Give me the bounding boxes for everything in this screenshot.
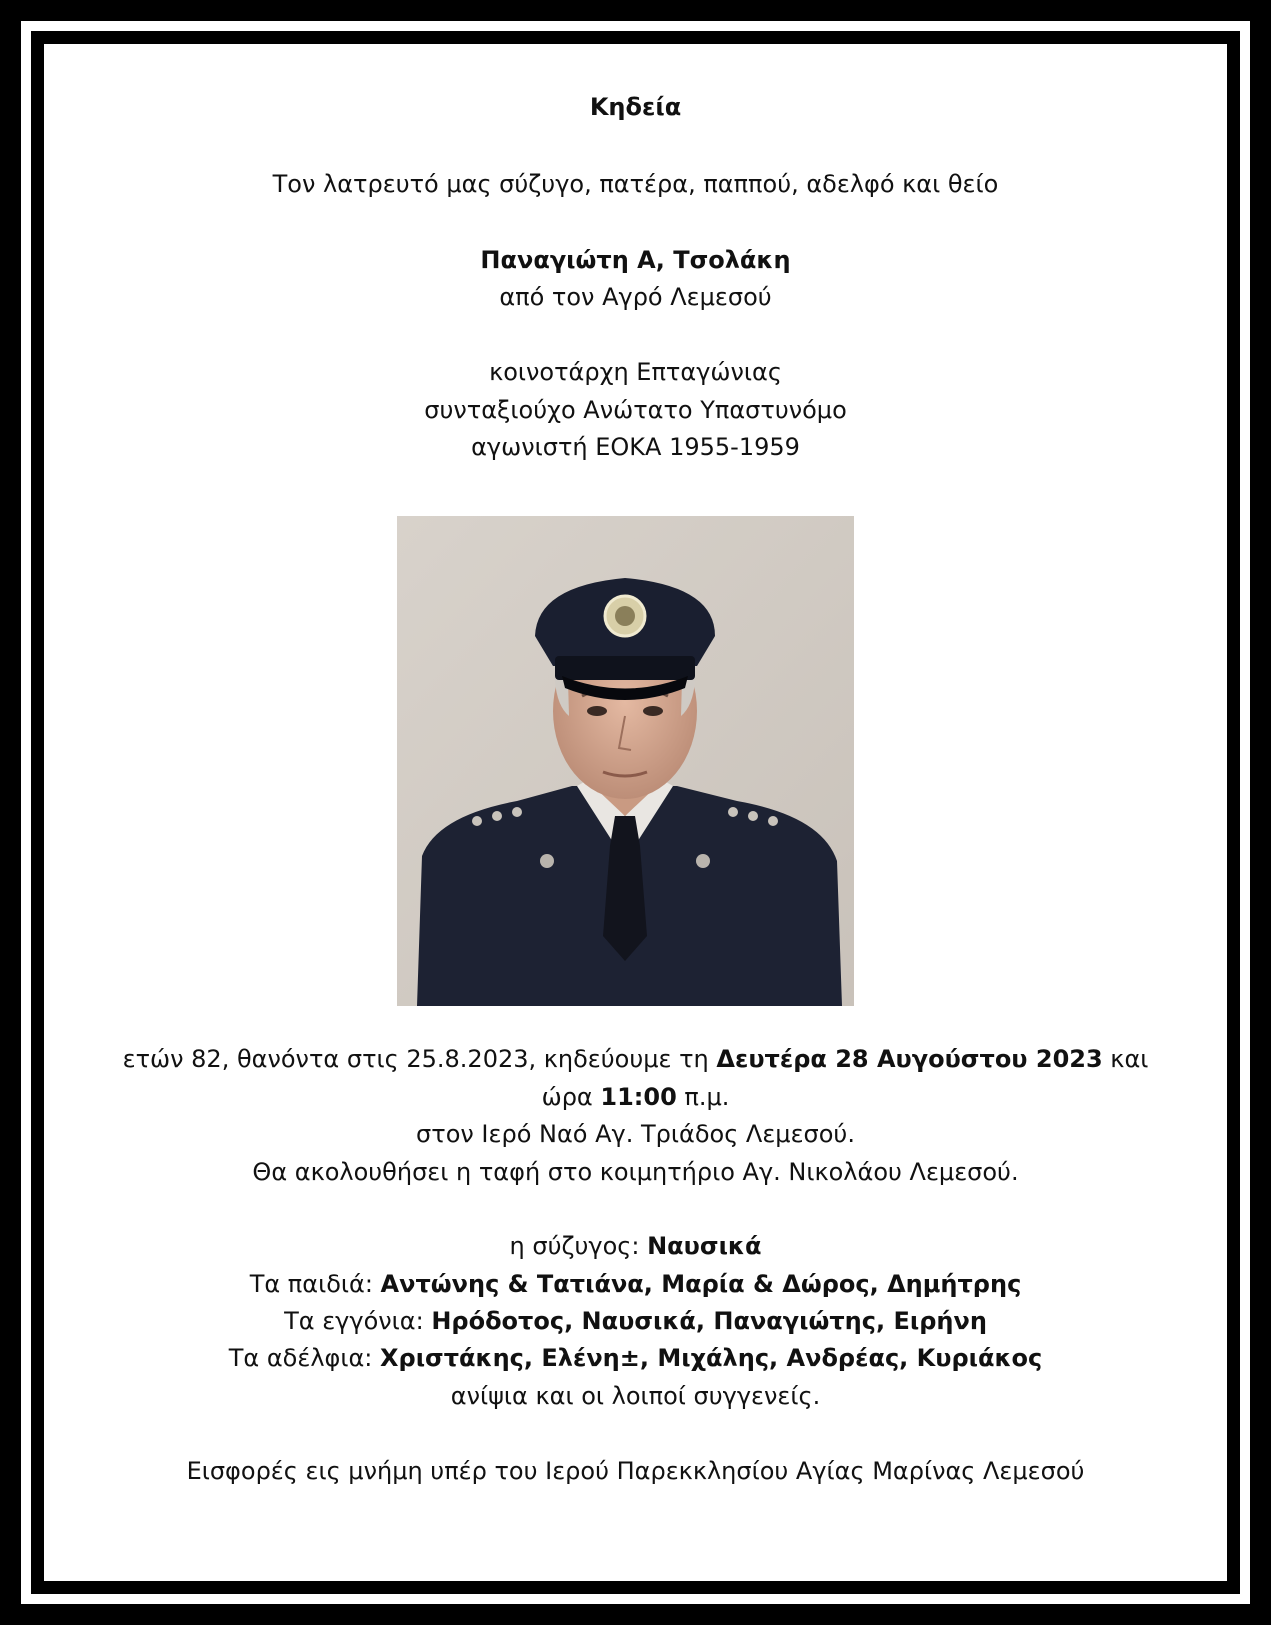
funeral-age-death-text: ετών 82, θανόντα στις 25.8.2023, κηδεύουμε τη bbox=[122, 1045, 717, 1073]
family-siblings-names: Χριστάκης, Ελένη±, Μιχάλης, Ανδρέας, Κυριάκος bbox=[380, 1344, 1043, 1372]
family-grandchildren-label: Τα εγγόνια: bbox=[284, 1307, 432, 1335]
deceased-name: Παναγιώτη Α, Τσολάκη bbox=[480, 246, 791, 274]
funeral-church: στον Ιερό Ναό Αγ. Τριάδος Λεμεσού. bbox=[416, 1120, 855, 1148]
title-police-rank: συνταξιούχο Ανώτατο Υπαστυνόμο bbox=[424, 396, 847, 424]
family-siblings-label: Τα αδέλφια: bbox=[228, 1344, 381, 1372]
family-siblings bbox=[44, 1343, 1227, 1373]
funeral-notice bbox=[44, 44, 1227, 1581]
funeral-burial: Θα ακολουθήσει η ταφή στο κοιμητήριο Αγ. Νικολάου Λεμεσού. bbox=[252, 1158, 1019, 1186]
family-grandchildren bbox=[44, 1306, 1227, 1336]
family-spouse bbox=[44, 1231, 1227, 1261]
family-children bbox=[44, 1269, 1227, 1299]
funeral-line-1 bbox=[44, 1044, 1227, 1074]
family-relatives: ανίψια και οι λοιποί συγγενείς. bbox=[450, 1382, 821, 1410]
family-children-label: Τα παιδιά: bbox=[249, 1270, 381, 1298]
family-grandchildren-names: Ηρόδοτος, Ναυσικά, Παναγιώτης, Ειρήνη bbox=[431, 1307, 987, 1335]
family-spouse-label: η σύζυγος: bbox=[509, 1232, 648, 1260]
funeral-time: 11:00 bbox=[600, 1083, 677, 1111]
funeral-time-prefix: ώρα bbox=[541, 1083, 601, 1111]
donations-note: Εισφορές εις μνήμη υπέρ του Ιερού Παρεκκλησίου Αγίας Μαρίνας Λεμεσού bbox=[186, 1457, 1085, 1485]
funeral-line-2 bbox=[44, 1082, 1227, 1112]
title-community-leader: κοινοτάρχη Επταγώνιας bbox=[489, 358, 782, 386]
funeral-time-suffix: π.μ. bbox=[676, 1083, 730, 1111]
intro-text: Τον λατρευτό μας σύζυγο, πατέρα, παππού, αδελφό και θείο bbox=[272, 170, 999, 198]
family-spouse-names: Ναυσικά bbox=[647, 1232, 762, 1260]
portrait-photo bbox=[397, 516, 854, 1006]
family-children-names: Αντώνης & Τατιάνα, Μαρία & Δώρος, Δημήτρης bbox=[380, 1270, 1022, 1298]
title-eoka-fighter: αγωνιστή ΕΟΚΑ 1955-1959 bbox=[471, 433, 800, 461]
funeral-date: Δευτέρα 28 Αυγούστου 2023 bbox=[716, 1045, 1103, 1073]
deceased-origin: από τον Αγρό Λεμεσού bbox=[499, 283, 772, 311]
notice-heading: Κηδεία bbox=[589, 93, 682, 121]
funeral-line-1-suffix: και bbox=[1102, 1045, 1149, 1073]
